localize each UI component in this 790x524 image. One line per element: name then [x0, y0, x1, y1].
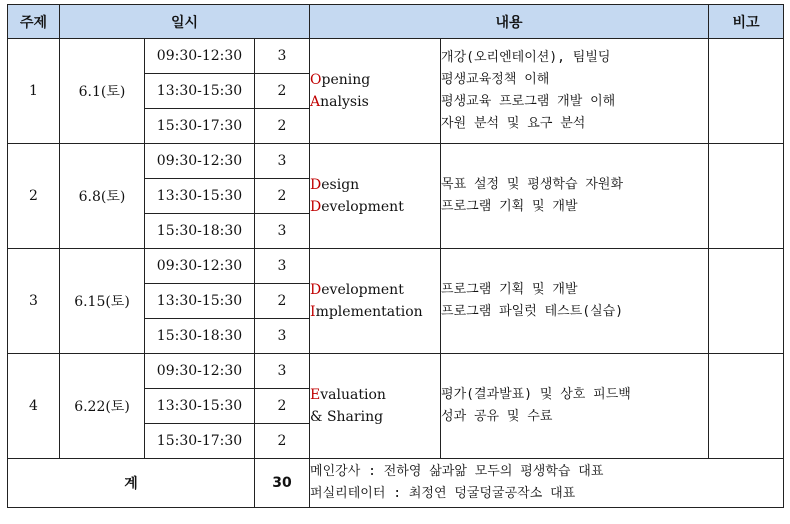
schedule-table [7, 4, 784, 508]
content-line: 목표 설정 및 평생학습 자원화 [441, 177, 624, 192]
session-time: 15:30-18:30 [145, 214, 255, 249]
content-line: 자원 분석 및 요구 분석 [441, 116, 586, 131]
session-hours: 2 [255, 74, 310, 109]
topic-line [310, 91, 440, 113]
week-remarks [709, 249, 784, 354]
week-content [441, 354, 709, 459]
session-hours: 3 [255, 249, 310, 284]
session-row [8, 354, 784, 389]
topic-line [310, 406, 440, 428]
topic-rest: mplementation [315, 304, 423, 320]
week-content [441, 144, 709, 249]
topic-rest: nalysis [320, 94, 369, 110]
topic-rest: pening [321, 72, 371, 88]
session-time: 13:30-15:30 [145, 179, 255, 214]
session-hours: 3 [255, 354, 310, 389]
topic-line [310, 69, 440, 91]
week-number: 4 [8, 354, 60, 459]
topic-rest: esign [321, 177, 360, 193]
week-topic [310, 354, 441, 459]
session-hours: 3 [255, 319, 310, 354]
instructor-notes [310, 459, 784, 508]
session-time: 09:30-12:30 [145, 354, 255, 389]
week-remarks [709, 354, 784, 459]
content-line: 성과 공유 및 수료 [441, 409, 553, 424]
session-hours: 2 [255, 179, 310, 214]
session-hours: 2 [255, 284, 310, 319]
week-date: 6.22(토) [60, 354, 145, 459]
session-time: 09:30-12:30 [145, 39, 255, 74]
total-hours: 30 [255, 459, 310, 508]
week-topic [310, 144, 441, 249]
topic-initial: E [310, 387, 321, 403]
session-hours: 2 [255, 389, 310, 424]
session-hours: 3 [255, 39, 310, 74]
topic-line [310, 301, 440, 323]
content-line: 프로그램 기획 및 개발 [441, 199, 578, 214]
session-time: 09:30-12:30 [145, 249, 255, 284]
week-date: 6.1(토) [60, 39, 145, 144]
session-row [8, 144, 784, 179]
week-remarks [709, 144, 784, 249]
week-number: 1 [8, 39, 60, 144]
session-hours: 3 [255, 214, 310, 249]
session-hours: 2 [255, 424, 310, 459]
note-main-instructor: 메인강사 : 전하영 삶과앎 모두의 평생학습 대표 [310, 464, 604, 479]
week-topic [310, 39, 441, 144]
header-remarks: 비고 [709, 5, 784, 39]
session-row [8, 39, 784, 74]
session-row [8, 249, 784, 284]
total-row [8, 459, 784, 508]
total-label: 계 [8, 459, 255, 508]
week-content [441, 249, 709, 354]
topic-line [310, 174, 440, 196]
week-number: 2 [8, 144, 60, 249]
topic-line [310, 279, 440, 301]
session-time: 13:30-15:30 [145, 389, 255, 424]
session-hours: 2 [255, 109, 310, 144]
topic-initial: D [310, 199, 322, 215]
session-time: 09:30-12:30 [145, 144, 255, 179]
header-datetime: 일시 [60, 5, 310, 39]
note-facilitator: 퍼실리테이터 : 최정연 덩굴덩굴공작소 대표 [310, 486, 576, 501]
topic-initial: A [310, 94, 321, 110]
topic-rest: & Sharing [310, 409, 384, 425]
topic-initial: D [310, 177, 322, 193]
content-line: 평생교육정책 이해 [441, 72, 550, 87]
content-line: 프로그램 기획 및 개발 [441, 282, 578, 297]
content-line: 개강(오리엔테이션), 팀빌딩 [441, 50, 611, 65]
topic-rest: evelopment [321, 199, 404, 215]
topic-rest: evelopment [321, 282, 404, 298]
topic-line [310, 196, 440, 218]
week-remarks [709, 39, 784, 144]
topic-initial: D [310, 282, 322, 298]
week-content [441, 39, 709, 144]
session-hours: 3 [255, 144, 310, 179]
session-time: 13:30-15:30 [145, 74, 255, 109]
header-week: 주제 [8, 5, 60, 39]
topic-initial: O [310, 72, 322, 88]
session-time: 15:30-17:30 [145, 424, 255, 459]
topic-initial: I [310, 304, 316, 320]
week-topic [310, 249, 441, 354]
week-date: 6.15(토) [60, 249, 145, 354]
content-line: 프로그램 파일럿 테스트(실습) [441, 304, 624, 319]
header-content: 내용 [310, 5, 709, 39]
week-number: 3 [8, 249, 60, 354]
week-date: 6.8(토) [60, 144, 145, 249]
topic-rest: valuation [320, 387, 386, 403]
topic-line [310, 384, 440, 406]
content-line: 평가(결과발표) 및 상호 피드백 [441, 387, 631, 402]
session-time: 15:30-17:30 [145, 109, 255, 144]
header-row [8, 5, 784, 39]
session-time: 15:30-18:30 [145, 319, 255, 354]
session-time: 13:30-15:30 [145, 284, 255, 319]
content-line: 평생교육 프로그램 개발 이해 [441, 94, 616, 109]
